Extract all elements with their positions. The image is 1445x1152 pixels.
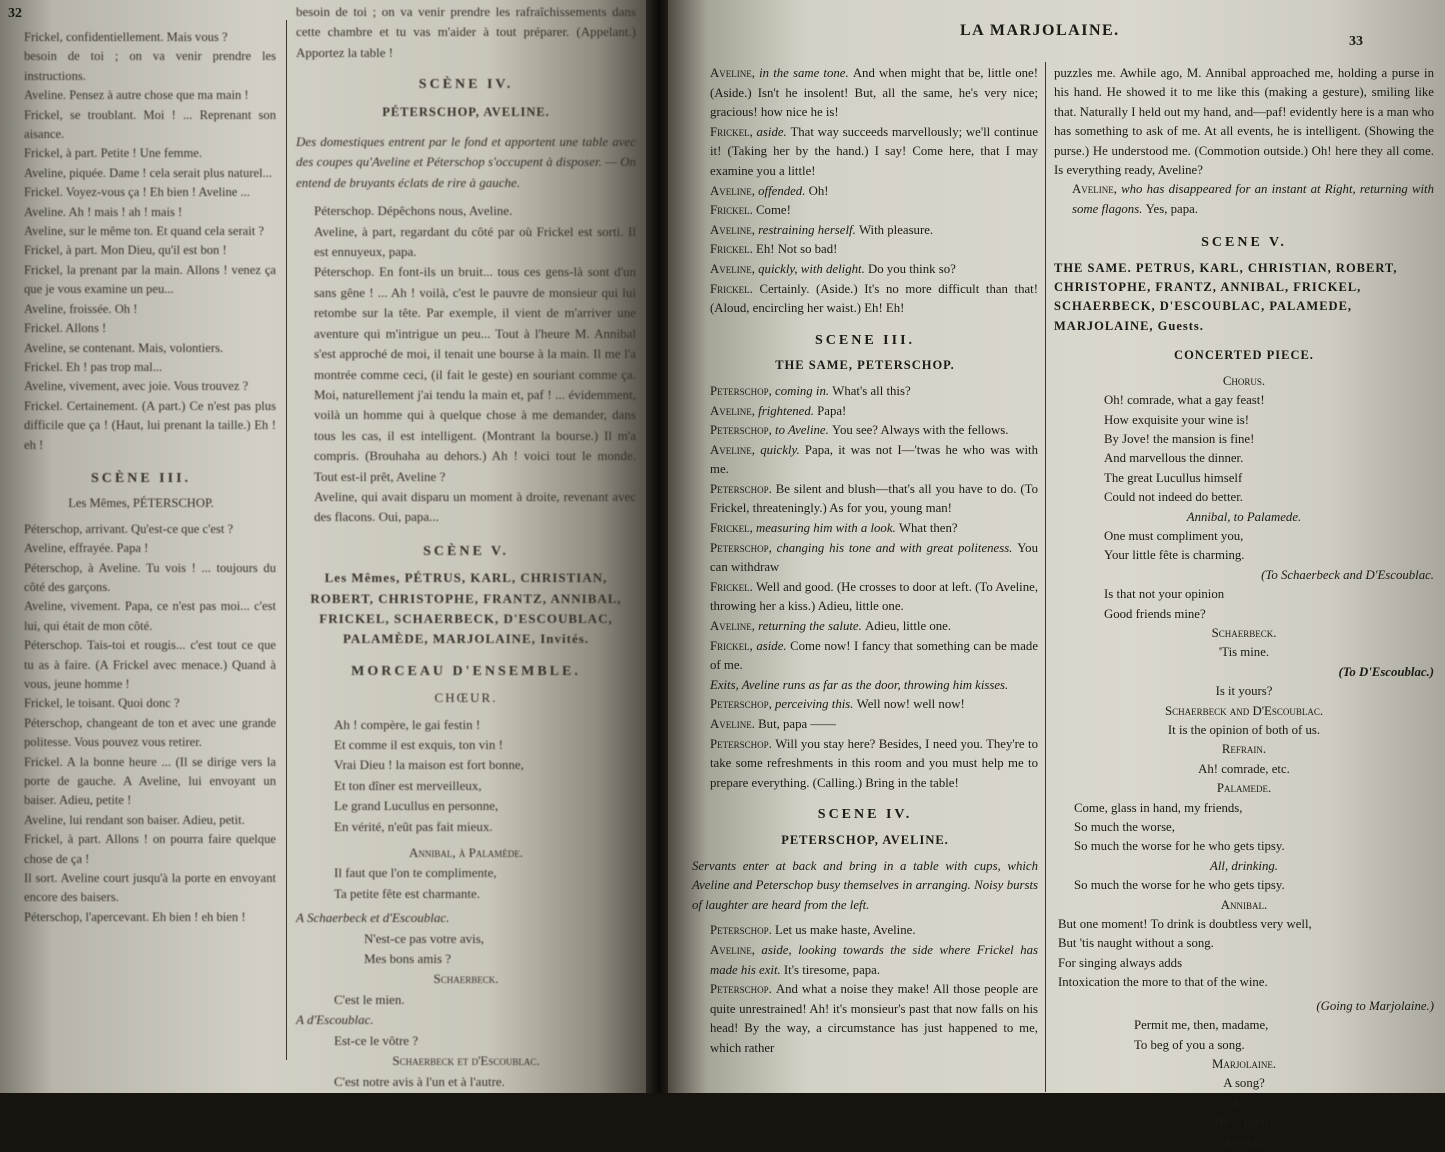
chorus-heading: Chorus. (1222, 373, 1266, 388)
speaker: All, drinking. (1210, 858, 1278, 873)
verse-line: Your little fête is charming. (1104, 548, 1245, 563)
speaker-name: Peterschop. (710, 481, 776, 496)
dialogue-line: Aveline, froissée. Oh ! (24, 301, 138, 316)
stage-direction: who has disappeared for an instant at Right, returning with some flagons. (1072, 182, 1434, 216)
speaker: Schaerbeck. (1211, 625, 1277, 640)
dialogue-line (692, 637, 1038, 676)
scene-characters: Les Mêmes, PÉTERSCHOP. (68, 496, 214, 511)
dialogue-line: Péterschop, l'apercevant. Eh bien ! eh bien ! (24, 909, 246, 924)
verse-line: How exquisite your wine is! (1104, 412, 1250, 427)
dialogue-line (692, 676, 1038, 696)
dialogue-line: Péterschop. En font-ils un bruit... tous ces gens-là sont d'un sans gêne ! ... Ah ! voilà, c'est le pauvre de monsieur qui lui retombe sur la tête. Par exemple, il vient de m'arriver une aventure qui m'intrigue un peu... Tout à l'heure M. Annibal s'est approché de moi, il tenait une bourse à la main. Il me l'a montrée comme ceci, (il fait le geste) en souriant comme ça. Moi, naturellement j'ai tendu la main et, paf ! ... évidemment, voilà un homme qui à quelque chose à me demander, dans tous les cas, il est intelligent. (Montrant la bourse.) Il m'a compris. (Brouhaha au dehors.) Ah ! voici tout le monde. Tout est-il prêt, Aveline ? (314, 264, 636, 484)
verse-line: Ah! comrade, etc. (1198, 761, 1290, 776)
dialogue-line (692, 441, 1038, 480)
speech-text: And when might that be, little one! (Aside.) Isn't he insolent! But, all the same, he's very nice; gracious! how nice he is! (710, 66, 1038, 120)
verse-line: To beg of you a song. (1134, 1037, 1245, 1052)
speech-text: With pleasure. (858, 222, 934, 237)
verse-block (296, 929, 636, 970)
dialogue-line (692, 421, 1038, 441)
dialogue-line: Aveline. Pensez à autre chose que ma main ! (24, 88, 249, 103)
dialogue-line (692, 980, 1038, 1058)
stage-direction: offended. (758, 183, 809, 198)
verse-block (1054, 585, 1434, 624)
left-col1-dialogue (6, 28, 276, 455)
speech-text: Do you think so? (867, 261, 956, 276)
speaker: Annibal, to Palamede. (1186, 509, 1302, 524)
verse-line: So much the worse for he who gets tipsy. (1074, 839, 1285, 854)
dialogue-line (692, 123, 1038, 182)
dialogue-line (692, 695, 1038, 715)
dialogue-line: Aveline, piquée. Dame ! cela serait plus naturel... (24, 165, 273, 180)
speaker: Palamede. (1216, 781, 1272, 796)
stage-direction: restraining herself. (758, 222, 859, 237)
verse-line: Vrai Dieu ! la maison est fort bonne, (334, 757, 524, 773)
speaker: Schaerbeck. (433, 971, 499, 987)
verse-line: It is the opinion of both of us. (1167, 723, 1321, 737)
speech-text: And what a noise they make! All those people are quite unrestrained! Ah! it's monsieur's past that now falls on his head! By the way, a circumstance has just happened to me, which rather (710, 982, 1038, 1055)
dialogue-line: Aveline, à part, regardant du côté par où Frickel est sorti. Il est ennuyeux, papa. (314, 223, 636, 260)
verse-line: En vérité, n'eût pas fait mieux. (334, 818, 493, 834)
speech-text: Be silent and blush—that's all you have to do. (To Frickel, threateningly.) As for you, young man! (710, 481, 1038, 516)
speech-text: Come now! I fancy that something can be made of me. (710, 638, 1038, 673)
paragraph: besoin de toi ; on va venir prendre les rafraîchissements dans cette chambre et tu vas m'aider à tout préparer. (Appelant.) Apportez la table ! (296, 4, 636, 60)
right-col1-dialogue-2 (692, 382, 1038, 793)
piece-heading: MORCEAU D'ENSEMBLE. (351, 663, 581, 679)
right-column-1 (692, 64, 1038, 1059)
dialogue-line (692, 260, 1038, 280)
dialogue-line: Frickel. A la bonne heure ... (Il se dirige vers la porte de gauche. A Aveline, lui envoyant un baiser. Adieu, petite ! (24, 754, 276, 808)
stage-direction: aside. (756, 638, 791, 653)
dialogue-line: Frickel, le toisant. Quoi donc ? (24, 696, 180, 711)
stage-direction: (To Schaerbeck and D'Escoublac. (1261, 567, 1434, 582)
stage-direction: perceiving this. (775, 697, 857, 712)
speaker-name: Peterschop, (710, 423, 776, 438)
scene-heading: SCENE IV. (817, 807, 913, 823)
dialogue-line (692, 941, 1038, 980)
verse-line: So much the worse for he who gets tipsy. (1074, 878, 1285, 893)
page-number-right: 33 (1349, 34, 1363, 49)
dialogue-line: Aveline, effrayée. Papa ! (24, 541, 149, 556)
speech-text: Adieu, little one. (865, 619, 952, 634)
dialogue-line: Aveline, qui avait disparu un moment à droite, revenant avec des flacons. Oui, papa... (314, 488, 636, 525)
speaker-name: Peterschop, (710, 540, 777, 555)
speech-text: Oh! (808, 183, 829, 198)
verse-line: For singing always adds (1058, 955, 1183, 970)
right-page (668, 0, 1445, 1149)
verse-block (1054, 527, 1434, 566)
stage-direction: Exits, Aveline runs as far as the door, throwing him kisses. (710, 677, 1009, 692)
stage-direction: measuring him with a look. (756, 521, 899, 536)
dialogue-line: Péterschop, arrivant. Qu'est-ce que c'est ? (24, 521, 234, 536)
paragraph: puzzles me. Awhile ago, M. Annibal approached me, holding a purse in his hand. He showed it to me like this (making a gesture), smiling like that. Naturally I held out my hand, and—paf! evidently here is a man who has something to ask of me. At all events, he is intelligent. (Showing the purse.) He understood me. (Commotion outside.) Oh! here they all come. Is everything ready, Aveline? (1054, 66, 1434, 178)
speech-text: It's tiresome, papa. (783, 962, 881, 977)
speaker-name: Peterschop, (710, 383, 776, 398)
verse-line: Et ton dîner est merveilleux, (334, 777, 482, 793)
dialogue-line: Il sort. Aveline court jusqu'à la porte en envoyant encore des baisers. (24, 871, 276, 905)
dialogue-line (692, 402, 1038, 422)
dialogue-line: Aveline, sur le même ton. Et quand cela serait ? (24, 224, 265, 239)
speaker-name: Peterschop, (710, 697, 776, 712)
speaker-name: Frickel. (710, 203, 757, 218)
stage-direction: A d'Escoublac. (296, 1012, 374, 1028)
dialogue-line: besoin de toi ; on va venir prendre les instructions. (24, 49, 276, 83)
verse-block (1054, 915, 1434, 993)
speech-text: You see? Always with the fellows. (832, 423, 1009, 438)
speaker-name: Frickel, (710, 124, 757, 139)
dialogue-line (692, 221, 1038, 241)
speaker: Annibal, à Palamède. (408, 845, 524, 861)
right-col1-dialogue-3 (692, 921, 1038, 1058)
speech-text: Well and good. (He crosses to door at left. (To Aveline, throwing her a kiss.) Adieu, little one. (710, 579, 1039, 614)
dialogue-line: Frickel, à part. Allons ! on pourra faire quelque chose de ça ! (24, 832, 276, 866)
dialogue-line (692, 280, 1038, 319)
dialogue-line (692, 539, 1038, 578)
speaker-name: Aveline, (710, 66, 760, 80)
speaker-name: Peterschop. (710, 982, 776, 997)
speaker-name: Aveline, (710, 619, 759, 634)
left-col1-dialogue-2 (6, 520, 276, 928)
verse-line: Ta petite fête est charmante. (334, 885, 480, 901)
page-number-left: 32 (8, 6, 22, 21)
dialogue-line: Frickel. Certainement. (A part.) Ce n'est pas plus difficile que ça ! (Haut, lui prenant la taille.) Eh ! eh ! (24, 398, 276, 452)
stage-direction: Des domestiques entrent par le fond et apportent une table avec des coupes qu'Aveline et Péterschop s'occupent à disposer. — On entend de bruyants éclats de rire à gauche. (296, 134, 636, 190)
speaker: Annibal. (1220, 897, 1268, 912)
scene-characters: THE SAME, PETERSCHOP. (775, 358, 955, 373)
speech-text: What then? (898, 521, 958, 536)
speaker: Schaerbeck and D'Escoublac. (1164, 703, 1324, 718)
verse-line: The great Lucullus himself (1104, 470, 1243, 485)
stage-direction: to Aveline. (775, 423, 833, 438)
dialogue-line (1054, 180, 1434, 219)
speech-text: But, papa —— (758, 717, 836, 731)
scene-heading: SCENE V. (1201, 235, 1287, 251)
stage-direction: aside. (756, 124, 791, 139)
speech-text: Eh! Not so bad! (756, 242, 838, 257)
column-rule (286, 20, 287, 1060)
dialogue-line: Frickel, confidentiellement. Mais vous ? (24, 30, 228, 44)
speaker-name: Frickel. (710, 579, 757, 594)
speech-text: Yes, papa. (1145, 201, 1198, 216)
dialogue-line (692, 735, 1038, 794)
stage-direction: quickly. (760, 442, 805, 457)
speech-text: You can withdraw (710, 540, 1038, 575)
speaker: Schaerbeck et d'Escoublac. (392, 1053, 540, 1069)
verse-line: Ah ! compère, le gai festin ! (334, 716, 481, 732)
stage-direction: aside, looking towards the side where Frickel has made his exit. (710, 942, 1038, 977)
dialogue-line: Péterschop. Dépêchons nous, Aveline. (314, 203, 513, 219)
verse-line: A song! (1223, 1134, 1265, 1149)
verse-line: Permit me, then, madame, (1134, 1018, 1269, 1033)
dialogue-line (692, 480, 1038, 519)
speaker-name: Aveline, (710, 442, 761, 457)
verse-block (296, 863, 636, 904)
dialogue-line: Aveline, se contenant. Mais, volontiers. (24, 340, 224, 355)
verse-line: So much the worse, (1074, 820, 1175, 835)
scene-characters: THE SAME. PETRUS, KARL, CHRISTIAN, ROBERT, CHRISTOPHE, FRANTZ, ANNIBAL, FRICKEL, SCHAERBECK, D'ESCOUBLAC, PALAMEDE, MARJOLAINE, Guests. (1054, 260, 1398, 333)
speaker-name: Aveline, (1072, 182, 1122, 197)
dialogue-line: Aveline. Ah ! mais ! ah ! mais ! (24, 204, 183, 219)
verse-line: Intoxication the more to that of the wine. (1058, 975, 1268, 990)
verse-line: N'est-ce pas votre avis, (364, 930, 485, 946)
speaker-name: Frickel. (710, 242, 757, 257)
dialogue-line (692, 617, 1038, 637)
stage-direction: quickly, with delight. (758, 261, 868, 276)
speaker-name: Aveline, (710, 261, 759, 276)
dialogue-line (692, 182, 1038, 202)
dialogue-line: Péterschop. Tais-toi et rougis... c'est tout ce que tu as à faire. (A Frickel avec menace.) Quand à vous, jeune homme ! (24, 638, 276, 691)
dialogue-line (692, 519, 1038, 539)
verse-line: Le grand Lucullus en personne, (334, 798, 499, 814)
left-column-1 (6, 28, 276, 927)
left-col2-dialogue (296, 201, 636, 528)
stage-direction: returning the salute. (758, 619, 866, 634)
dialogue-line: Frickel. Eh ! pas trop mal... (24, 359, 163, 374)
verse-block (1054, 1016, 1434, 1055)
stage-direction: (To D'Escoublac.) (1338, 664, 1434, 679)
verse-line: And marvellous the dinner. (1104, 451, 1244, 466)
verse-line: Et comme il est exquis, ton vin ! (334, 737, 503, 752)
dialogue-line (692, 578, 1038, 617)
speaker-name: Aveline. (710, 717, 759, 731)
speaker-name: Frickel. (710, 281, 760, 296)
stage-direction: coming in. (775, 383, 833, 398)
column-rule (1045, 62, 1046, 1092)
verse-line: A song? (1223, 1076, 1265, 1091)
verse-line: Could not indeed do better. (1104, 490, 1243, 505)
stage-direction: A Schaerbeck et d'Escoublac. (296, 910, 450, 926)
dialogue-line: Aveline, lui rendant son baiser. Adieu, petit. (24, 812, 245, 827)
speech-text: Well now! well now! (856, 697, 965, 712)
verse-line: Est-ce le vôtre ? (334, 1032, 419, 1048)
dialogue-line: Péterschop, changeant de ton et avec une grande politesse. Vous pouvez vous retirer. (24, 715, 276, 750)
chorus-heading: CHŒUR. (434, 690, 498, 706)
verse-block (1054, 391, 1434, 507)
left-column-2 (296, 2, 636, 1092)
verse-line: But one moment! To drink is doubtless very well, (1058, 917, 1312, 932)
verse-line: One must compliment you, (1104, 528, 1244, 543)
dialogue-line (692, 382, 1038, 402)
right-column-2 (1054, 64, 1434, 1152)
dialogue-line: Aveline, vivement. Papa, ce n'est pas moi... c'est lui, qui était de mon côté. (24, 599, 276, 633)
speaker-name: Peterschop. (710, 923, 776, 938)
dialogue-line: Frickel, la prenant par la main. Allons ! venez ça que je vous examine un peu... (24, 262, 276, 297)
right-col1-dialogue (692, 64, 1038, 319)
verse-block (296, 715, 636, 837)
verse-line: Come, glass in hand, my friends, (1074, 800, 1243, 815)
scene-heading: SCÈNE V. (423, 543, 509, 559)
speech-text: Certainly. (Aside.) It's no more difficult than that! (Aloud, encircling her waist.) Eh! Eh! (710, 281, 1038, 316)
verse-line: Is it yours? (1215, 684, 1273, 699)
verse-block (1054, 799, 1434, 857)
dialogue-line (1054, 180, 1434, 219)
verse-line: C'est le mien. (334, 991, 405, 1007)
dialogue-line (692, 715, 1038, 735)
speaker: Refrain. (1221, 742, 1267, 757)
verse-line: 'Tis mine. (1218, 645, 1270, 660)
dialogue-line: Frickel, à part. Mon Dieu, qu'il est bon ! (24, 243, 227, 258)
left-page (0, 0, 650, 1093)
speech-text: Papa, it was not I—'twas he who was with me. (710, 442, 1039, 477)
running-head: LA MARJOLAINE. (960, 22, 1120, 39)
speech-text: Will you stay here? Besides, I need you. They're to take some refreshments in this room and you must help me to prepare everything. (Calling.) Bring in the table! (710, 736, 1038, 790)
dialogue-line (692, 240, 1038, 260)
verse-line: Oh! comrade, what a gay feast! (1104, 393, 1265, 408)
dialogue-line: Péterschop, à Aveline. Tu vois ! ... toujours du côté des garçons. (24, 560, 276, 594)
stage-direction: (Going to Marjolaine.) (1316, 998, 1434, 1013)
speaker: All. (1232, 1095, 1256, 1110)
scene-characters: PETERSCHOP, AVELINE. (781, 832, 949, 847)
verse-line: But 'tis naught without a song. (1058, 936, 1214, 951)
dialogue-line (692, 201, 1038, 221)
verse-line: C'est notre avis à l'un et à l'autre. (334, 1073, 505, 1089)
dialogue-line: Frickel, se troublant. Moi ! ... Reprenant son aisance. (24, 107, 276, 142)
speaker-name: Aveline, (710, 942, 762, 957)
dialogue-line (692, 64, 1038, 123)
scene-heading: SCENE III. (814, 332, 916, 348)
verse-line: Good friends mine? (1104, 606, 1206, 621)
scene-heading: SCÈNE IV. (418, 77, 514, 93)
dialogue-line: Frickel. Voyez-vous ça ! Eh bien ! Aveline ... (24, 185, 250, 200)
verse-line: He is right'. (1214, 1115, 1274, 1130)
speaker-name: Frickel, (710, 521, 757, 536)
dialogue-line: Frickel. Allons ! (24, 321, 107, 336)
speech-text: Come! (756, 203, 791, 218)
speaker-name: Aveline, (710, 222, 759, 237)
speaker-name: Frickel, (710, 638, 757, 653)
stage-direction: in the same tone. (759, 66, 853, 80)
stage-direction: Servants enter at back and bring in a table with cups, which Aveline and Peterschop busy themselves in arranging. Noisy bursts of laughter are heard from the left. (692, 858, 1038, 912)
scene-heading: SCÈNE III. (90, 470, 192, 486)
piece-heading: CONCERTED PIECE. (1174, 348, 1314, 363)
dialogue-line (692, 921, 1038, 941)
verse-line: By Jove! the mansion is fine! (1104, 431, 1255, 446)
speech-text: That way succeeds marvellously; we'll continue it! (Taking her by the hand.) I say! Come here, that I may examine you a little! (710, 124, 1039, 178)
scene-characters: PÉTERSCHOP, AVELINE. (382, 104, 550, 119)
dialogue-line: Frickel, à part. Petite ! Une femme. (24, 146, 202, 161)
speaker-name: Peterschop. (710, 736, 776, 751)
stage-direction: frightened. (758, 403, 818, 418)
dialogue-line: Aveline, vivement, avec joie. Vous trouvez ? (24, 379, 249, 394)
speaker-name: Aveline, (710, 183, 759, 198)
verse-line: Mes bons amis ? (364, 951, 452, 967)
verse-line: Is that not your opinion (1104, 587, 1225, 602)
speech-text: What's all this? (832, 383, 911, 398)
speech-text: Papa! (817, 403, 847, 418)
speaker: Marjolaine. (1211, 1056, 1277, 1071)
stage-direction: changing his tone and with great politeness. (776, 540, 1018, 555)
scene-characters: Les Mêmes, PÉTRUS, KARL, CHRISTIAN, ROBERT, CHRISTOPHE, FRANTZ, ANNIBAL, FRICKEL, SCHAERBECK, D'ESCOUBLAC, PALAMÈDE, MARJOLAINE, Invités. (310, 570, 622, 647)
speaker-name: Aveline, (710, 403, 759, 418)
speech-text: Let us make haste, Aveline. (775, 923, 916, 938)
verse-line: Il faut que l'on te complimente, (334, 865, 497, 881)
